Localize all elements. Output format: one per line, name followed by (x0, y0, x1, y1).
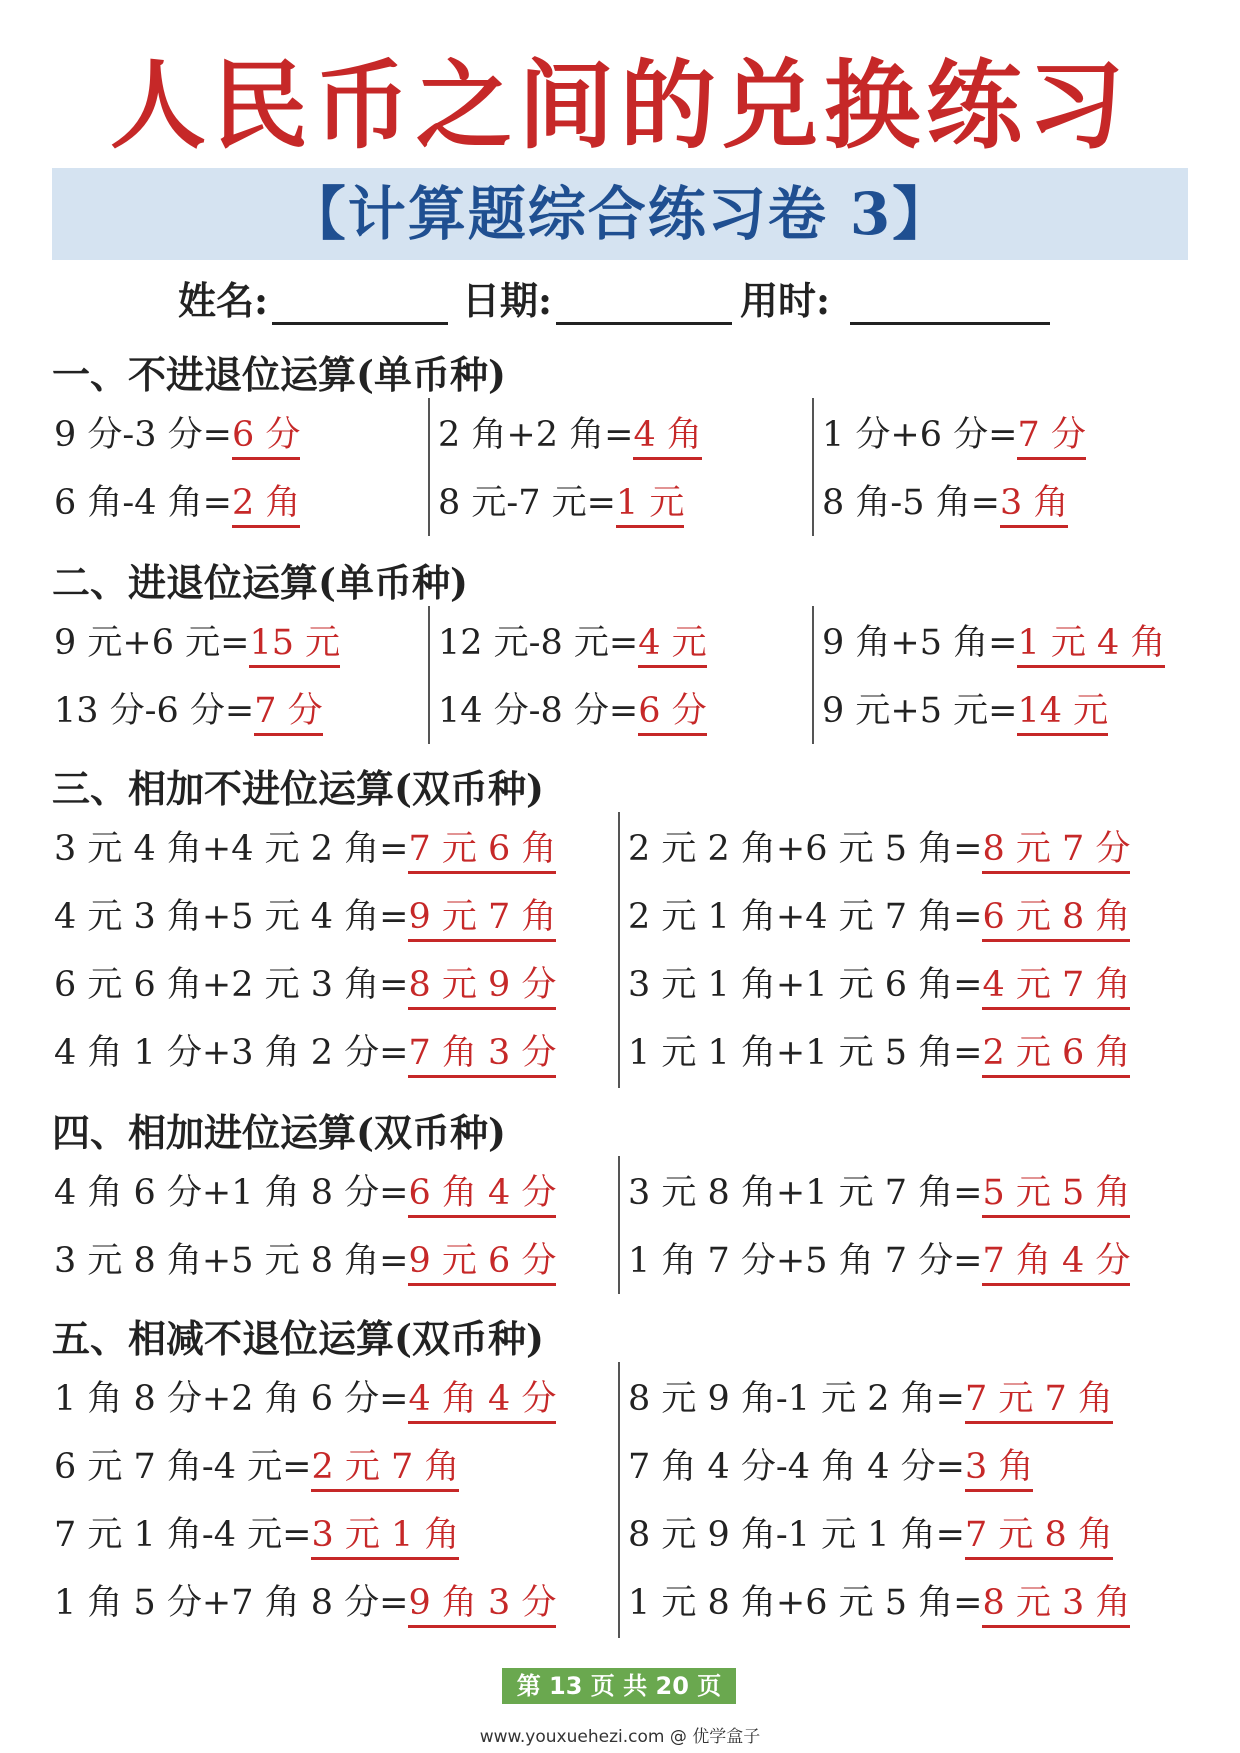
question: 4 角 6 分+1 角 8 分= (54, 1173, 409, 1213)
date-blank[interactable] (556, 285, 732, 325)
answer: 3 角 (1000, 483, 1068, 528)
section-heading-2: 二、进退位运算(单币种) (52, 560, 468, 605)
question: 7 角 4 分-4 角 4 分= (628, 1447, 965, 1487)
problem (54, 1515, 460, 1555)
question: 6 元 6 角+2 元 3 角= (54, 965, 409, 1005)
problem (628, 1515, 1113, 1555)
question: 4 元 3 角+5 元 4 角= (54, 897, 409, 937)
time-label: 用时: (740, 278, 831, 323)
question: 8 元 9 角-1 元 1 角= (628, 1515, 965, 1555)
answer: 8 元 7 分 (982, 829, 1130, 874)
problem (438, 483, 685, 523)
answer: 14 元 (1017, 691, 1108, 736)
question: 1 角 8 分+2 角 6 分= (54, 1379, 409, 1419)
answer: 4 元 (638, 623, 706, 668)
column-divider (812, 398, 814, 536)
question: 1 分+6 分= (822, 415, 1018, 455)
question: 3 元 8 角+1 元 7 角= (628, 1173, 983, 1213)
answer: 9 角 3 分 (408, 1583, 556, 1628)
question: 7 元 1 角-4 元= (54, 1515, 312, 1555)
question: 1 元 8 角+6 元 5 角= (628, 1583, 983, 1623)
date-field[interactable] (462, 270, 732, 325)
problem (54, 1379, 557, 1419)
answer: 8 元 9 分 (408, 965, 556, 1010)
answer: 2 角 (232, 483, 300, 528)
problem (54, 623, 341, 663)
column-divider (618, 1156, 620, 1294)
date-label: 日期: (462, 278, 553, 323)
answer: 9 元 6 分 (408, 1241, 556, 1286)
problem (628, 1447, 1034, 1487)
problem (438, 415, 702, 455)
problem (822, 415, 1086, 455)
problem (54, 829, 557, 869)
question: 3 元 4 角+4 元 2 角= (54, 829, 409, 869)
question: 8 角-5 角= (822, 483, 1000, 523)
question: 3 元 8 角+5 元 8 角= (54, 1241, 409, 1281)
answer: 8 元 3 角 (982, 1583, 1130, 1628)
time-field[interactable] (740, 270, 1050, 325)
answer: 2 元 7 角 (311, 1447, 459, 1492)
time-blank[interactable] (850, 285, 1050, 325)
question: 2 角+2 角= (438, 415, 634, 455)
problem (628, 1379, 1113, 1419)
question: 6 角-4 角= (54, 483, 232, 523)
question: 9 元+5 元= (822, 691, 1018, 731)
problem (438, 691, 707, 731)
answer: 7 分 (254, 691, 322, 736)
name-field[interactable] (178, 270, 448, 325)
page-indicator: 第 13 页 共 20 页 (502, 1668, 736, 1704)
problem (628, 1583, 1131, 1623)
section-heading-5: 五、相减不退位运算(双币种) (52, 1316, 544, 1361)
problem (54, 1033, 557, 1073)
problem (628, 965, 1131, 1005)
question: 8 元 9 角-1 元 2 角= (628, 1379, 965, 1419)
problem (54, 691, 323, 731)
question: 12 元-8 元= (438, 623, 639, 663)
answer: 4 角 4 分 (408, 1379, 556, 1424)
problem (628, 1241, 1131, 1281)
page-title: 人民币之间的兑换练习 (110, 50, 1130, 162)
subtitle-band (52, 168, 1188, 260)
problem (628, 829, 1131, 869)
answer: 2 元 6 角 (982, 1033, 1130, 1078)
problem (54, 1447, 460, 1487)
answer: 7 元 7 角 (965, 1379, 1113, 1424)
section-heading-1: 一、不进退位运算(单币种) (52, 352, 506, 397)
answer: 7 元 8 角 (965, 1515, 1113, 1560)
name-blank[interactable] (272, 285, 448, 325)
answer: 3 元 1 角 (311, 1515, 459, 1560)
answer: 6 分 (232, 415, 300, 460)
problem (822, 691, 1109, 731)
question: 1 角 7 分+5 角 7 分= (628, 1241, 983, 1281)
answer: 9 元 7 角 (408, 897, 556, 942)
column-divider (618, 1362, 620, 1638)
answer: 7 角 3 分 (408, 1033, 556, 1078)
problem (628, 1033, 1131, 1073)
problem (438, 623, 707, 663)
question: 1 角 5 分+7 角 8 分= (54, 1583, 409, 1623)
column-divider (428, 398, 430, 536)
answer: 3 角 (965, 1447, 1033, 1492)
name-label: 姓名: (178, 278, 269, 323)
answer: 7 分 (1017, 415, 1085, 460)
answer: 6 角 4 分 (408, 1173, 556, 1218)
answer: 7 元 6 角 (408, 829, 556, 874)
footer-watermark: www.youxuehezi.com @ 优学盒子 (479, 1727, 761, 1747)
problem (628, 897, 1131, 937)
answer: 7 角 4 分 (982, 1241, 1130, 1286)
answer: 1 元 4 角 (1017, 623, 1165, 668)
question: 13 分-6 分= (54, 691, 255, 731)
answer: 4 元 7 角 (982, 965, 1130, 1010)
answer: 6 分 (638, 691, 706, 736)
answer: 4 角 (633, 415, 701, 460)
question: 2 元 2 角+6 元 5 角= (628, 829, 983, 869)
info-row (0, 270, 1240, 323)
problem (54, 483, 301, 523)
question: 2 元 1 角+4 元 7 角= (628, 897, 983, 937)
problem (54, 1241, 557, 1281)
question: 1 元 1 角+1 元 5 角= (628, 1033, 983, 1073)
answer: 1 元 (616, 483, 684, 528)
problem (54, 415, 301, 455)
answer: 5 元 5 角 (982, 1173, 1130, 1218)
problem (822, 483, 1069, 523)
column-divider (428, 606, 430, 744)
problem (628, 1173, 1131, 1213)
question: 4 角 1 分+3 角 2 分= (54, 1033, 409, 1073)
section-heading-4: 四、相加进位运算(双币种) (52, 1110, 506, 1155)
problem (54, 965, 557, 1005)
question: 8 元-7 元= (438, 483, 616, 523)
problem (54, 897, 557, 937)
question: 3 元 1 角+1 元 6 角= (628, 965, 983, 1005)
column-divider (812, 606, 814, 744)
question: 14 分-8 分= (438, 691, 639, 731)
section-heading-3: 三、相加不进位运算(双币种) (52, 766, 544, 811)
problem (54, 1583, 557, 1623)
problem (54, 1173, 557, 1213)
question: 6 元 7 角-4 元= (54, 1447, 312, 1487)
subtitle: 【计算题综合练习卷 3】 (287, 180, 953, 248)
question: 9 元+6 元= (54, 623, 250, 663)
answer: 15 元 (249, 623, 340, 668)
answer: 6 元 8 角 (982, 897, 1130, 942)
question: 9 分-3 分= (54, 415, 232, 455)
problem (822, 623, 1166, 663)
column-divider (618, 812, 620, 1088)
question: 9 角+5 角= (822, 623, 1018, 663)
